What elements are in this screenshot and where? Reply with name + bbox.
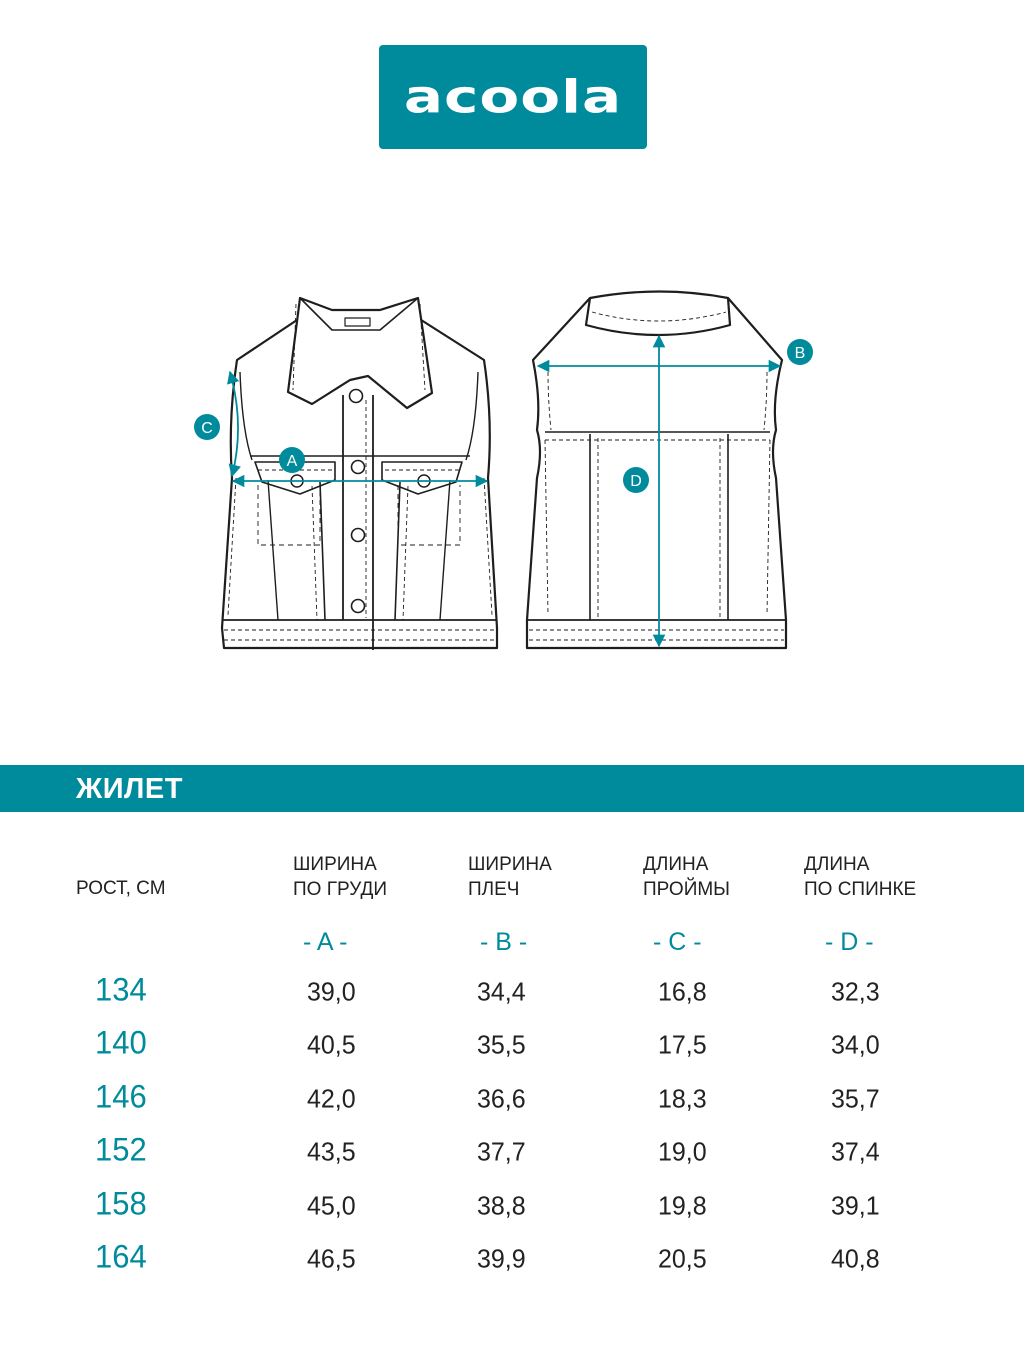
row-size: 152	[95, 1131, 147, 1168]
marker-d	[623, 467, 649, 493]
vest-back-view	[527, 292, 786, 649]
header-letter-c: - C -	[653, 928, 702, 956]
row-size: 146	[95, 1078, 147, 1115]
row-size: 134	[95, 971, 147, 1008]
marker-c	[194, 414, 220, 440]
logo-text: acoola	[403, 70, 623, 124]
svg-text:B: B	[794, 345, 806, 362]
cell-back-length: 40,8	[831, 1244, 880, 1274]
cell-shoulder-width: 39,9	[477, 1244, 526, 1274]
header-letter-a: - A -	[303, 928, 348, 956]
header-letter-d: - D -	[825, 928, 874, 956]
cell-back-length: 37,4	[831, 1137, 880, 1167]
cell-chest-width: 45,0	[307, 1191, 356, 1221]
cell-chest-width: 42,0	[307, 1084, 356, 1114]
cell-back-length: 32,3	[831, 977, 880, 1007]
cell-armhole-length: 16,8	[658, 977, 707, 1007]
marker-a	[279, 447, 305, 473]
cell-shoulder-width: 35,5	[477, 1030, 526, 1060]
cell-chest-width: 40,5	[307, 1030, 356, 1060]
cell-chest-width: 39,0	[307, 977, 356, 1007]
svg-text:C: C	[201, 420, 213, 437]
header-chest-width: ШИРИНА ПО ГРУДИ	[293, 854, 387, 900]
cell-chest-width: 43,5	[307, 1137, 356, 1167]
brand-logo	[379, 45, 647, 149]
cell-shoulder-width: 37,7	[477, 1137, 526, 1167]
cell-armhole-length: 18,3	[658, 1084, 707, 1114]
header-letter-b: - B -	[480, 928, 528, 956]
cell-chest-width: 46,5	[307, 1244, 356, 1274]
measurement-lines-front	[230, 372, 487, 481]
row-size: 164	[95, 1238, 147, 1275]
header-back-length: ДЛИНА ПО СПИНКЕ	[804, 854, 917, 900]
product-title-bar	[0, 765, 1024, 812]
cell-back-length: 34,0	[831, 1030, 880, 1060]
marker-b	[787, 339, 813, 365]
svg-text:A: A	[286, 453, 298, 470]
row-size: 158	[95, 1185, 147, 1222]
measurement-lines-back	[538, 336, 780, 646]
cell-back-length: 35,7	[831, 1084, 880, 1114]
row-size: 140	[95, 1024, 147, 1061]
cell-armhole-length: 19,0	[658, 1137, 707, 1167]
vest-technical-drawing	[0, 270, 1024, 670]
cell-shoulder-width: 34,4	[477, 977, 526, 1007]
cell-armhole-length: 19,8	[658, 1191, 707, 1221]
cell-armhole-length: 20,5	[658, 1244, 707, 1274]
cell-back-length: 39,1	[831, 1191, 880, 1221]
header-armhole-length: ДЛИНА ПРОЙМЫ	[643, 854, 730, 900]
cell-shoulder-width: 38,8	[477, 1191, 526, 1221]
header-shoulder-width: ШИРИНА ПЛЕЧ	[468, 854, 552, 900]
vest-front-view	[222, 298, 497, 650]
svg-text:D: D	[630, 473, 642, 490]
cell-shoulder-width: 36,6	[477, 1084, 526, 1114]
product-title: ЖИЛЕТ	[76, 773, 183, 805]
cell-armhole-length: 17,5	[658, 1030, 707, 1060]
header-height: РОСТ, СМ	[76, 878, 166, 899]
